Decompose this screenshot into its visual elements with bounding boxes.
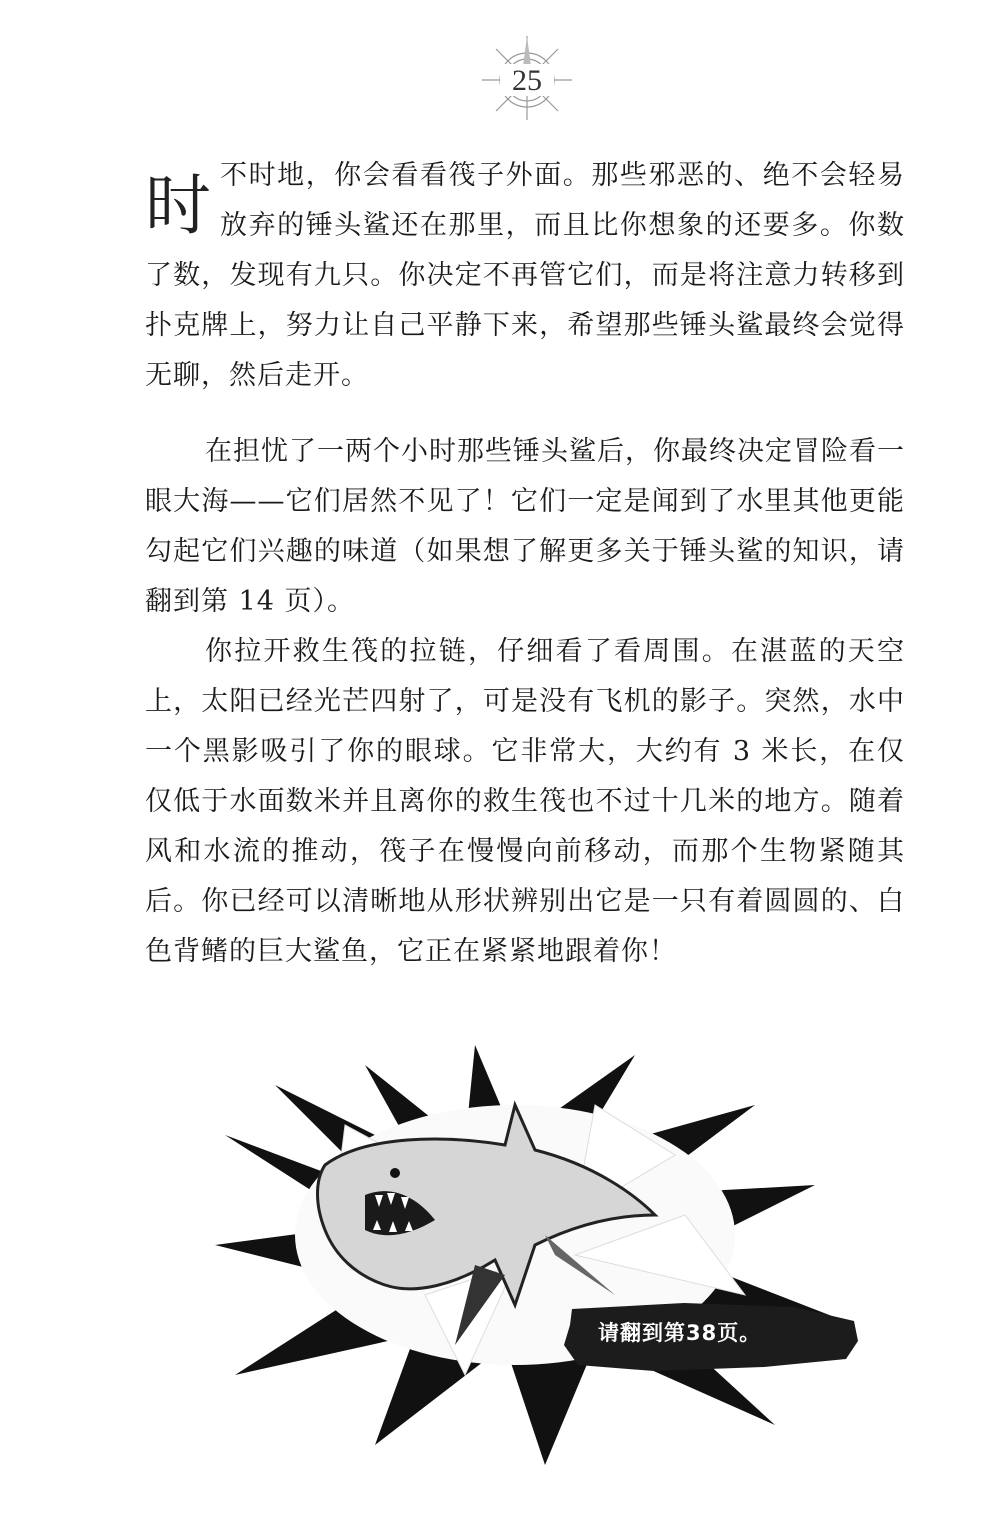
paragraph-3: 你拉开救生筏的拉链，仔细看了看周围。在湛蓝的天空上，太阳已经光芒四射了，可是没有飞机的影子。突然，水中一个黑影吸引了你的眼球。它非常大，大约有 3 米长，在仅仅低于水面数米并且离你的救生筏也不过十几米的地方。随着风和水流的推动，筏子在慢慢向前移动，而那个生物紧随其后。你已经可以清晰地从形状辨别出它是一只有着圆圆的、白色背鳍的巨大鲨鱼，它正在紧紧地跟着你！	[145, 636, 905, 967]
paragraph-2: 在担忧了一两个小时那些锤头鲨后，你最终决定冒险看一眼大海——它们居然不见了！它们一定是闻到了水里其他更能勾起它们兴趣的味道（如果想了解更多关于锤头鲨的知识，请翻到第 14 页）。	[145, 436, 905, 617]
paragraph-1	[145, 151, 905, 401]
page-header	[472, 34, 582, 120]
drop-cap: 时	[145, 167, 212, 244]
paragraph-1-text: 不时地，你会看看筏子外面。那些邪恶的、绝不会轻易放弃的锤头鲨还在那里，而且比你想象的还要多。你数了数，发现有九只。你决定不再管它们，而是将注意力转移到扑克牌上，努力让自己平静下来，希望那些锤头鲨最终会觉得无聊，然后走开。	[145, 160, 905, 391]
page-jump-callout	[564, 1295, 858, 1377]
callout-text: 请翻到第38页。	[598, 1321, 762, 1345]
shark-illustration	[215, 1045, 865, 1465]
page-number: 25	[512, 64, 542, 97]
